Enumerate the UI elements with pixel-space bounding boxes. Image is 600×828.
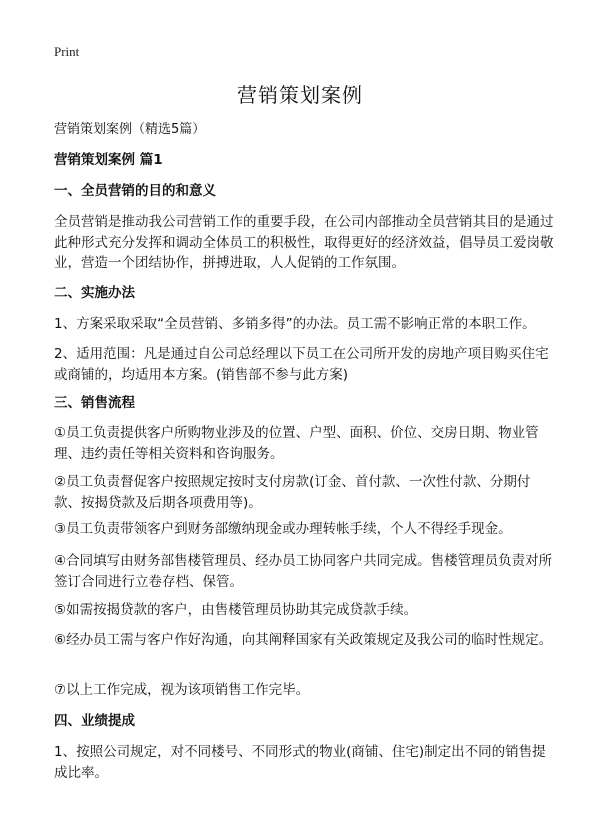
section-heading-purpose: 一、全员营销的目的和意义 — [54, 183, 216, 199]
section-heading-implementation: 二、实施办法 — [54, 285, 135, 301]
section-paragraph: 1、方案采取采取“全员营销、多销多得”的办法。员工需不影响正常的本职工作。 — [54, 316, 536, 332]
section-paragraph: 2、适用范围：凡是通过自公司总经理以下员工在公司所开发的房地产项目购买住宅或商铺的，均适用本方案。(销售部不参与此方案) — [54, 346, 549, 383]
document-subtitle: 营销策划案例（精选5篇） — [54, 122, 206, 137]
section-paragraph: ⑤如需按揭贷款的客户，由售楼管理员协助其完成贷款手续。 — [54, 602, 418, 618]
section-paragraph: ⑦以上工作完成，视为该项销售工作完毕。 — [54, 682, 310, 698]
section-paragraph: 全员营销是推动我公司营销工作的重要手段，在公司内部推动全员营销其目的是通过此种形式充分发挥和调动全体员工的积极性，取得更好的经济效益，倡导员工爱岗敬业，营造一个团结协作，拼搏进取，人人促销的工作氛围。 — [54, 214, 554, 271]
section-heading-sales-process: 三、销售流程 — [54, 395, 135, 411]
section-paragraph: ②员工负责督促客户按照规定按时支付房款(订金、首付款、一次性付款、分期付款、按揭贷款及后期各项费用等)。 — [54, 474, 531, 511]
section-paragraph: ①员工负责提供客户所购物业涉及的位置、户型、面积、价位、交房日期、物业管理、违约责任等相关资料和咨询服务。 — [54, 425, 539, 462]
section-heading-commission: 四、业绩提成 — [54, 713, 135, 729]
page-title: 营销策划案例 — [237, 83, 363, 107]
article-heading: 营销策划案例 篇1 — [54, 152, 163, 168]
section-paragraph: ⑥经办员工需与客户作好沟通，向其阐释国家有关政策规定及我公司的临时性规定。 — [54, 632, 553, 648]
print-link[interactable]: Print — [54, 44, 80, 59]
section-paragraph: ③员工负责带领客户到财务部缴纳现金或办理转帐手续，个人不得经手现金。 — [54, 521, 512, 537]
section-paragraph: ④合同填写由财务部售楼管理员、经办员工协同客户共同完成。售楼管理员负责对所签订合同进行立卷存档、保管。 — [54, 553, 553, 590]
section-paragraph: 1、按照公司规定，对不同楼号、不同形式的物业(商铺、住宅)制定出不同的销售提成比率。 — [54, 744, 546, 781]
